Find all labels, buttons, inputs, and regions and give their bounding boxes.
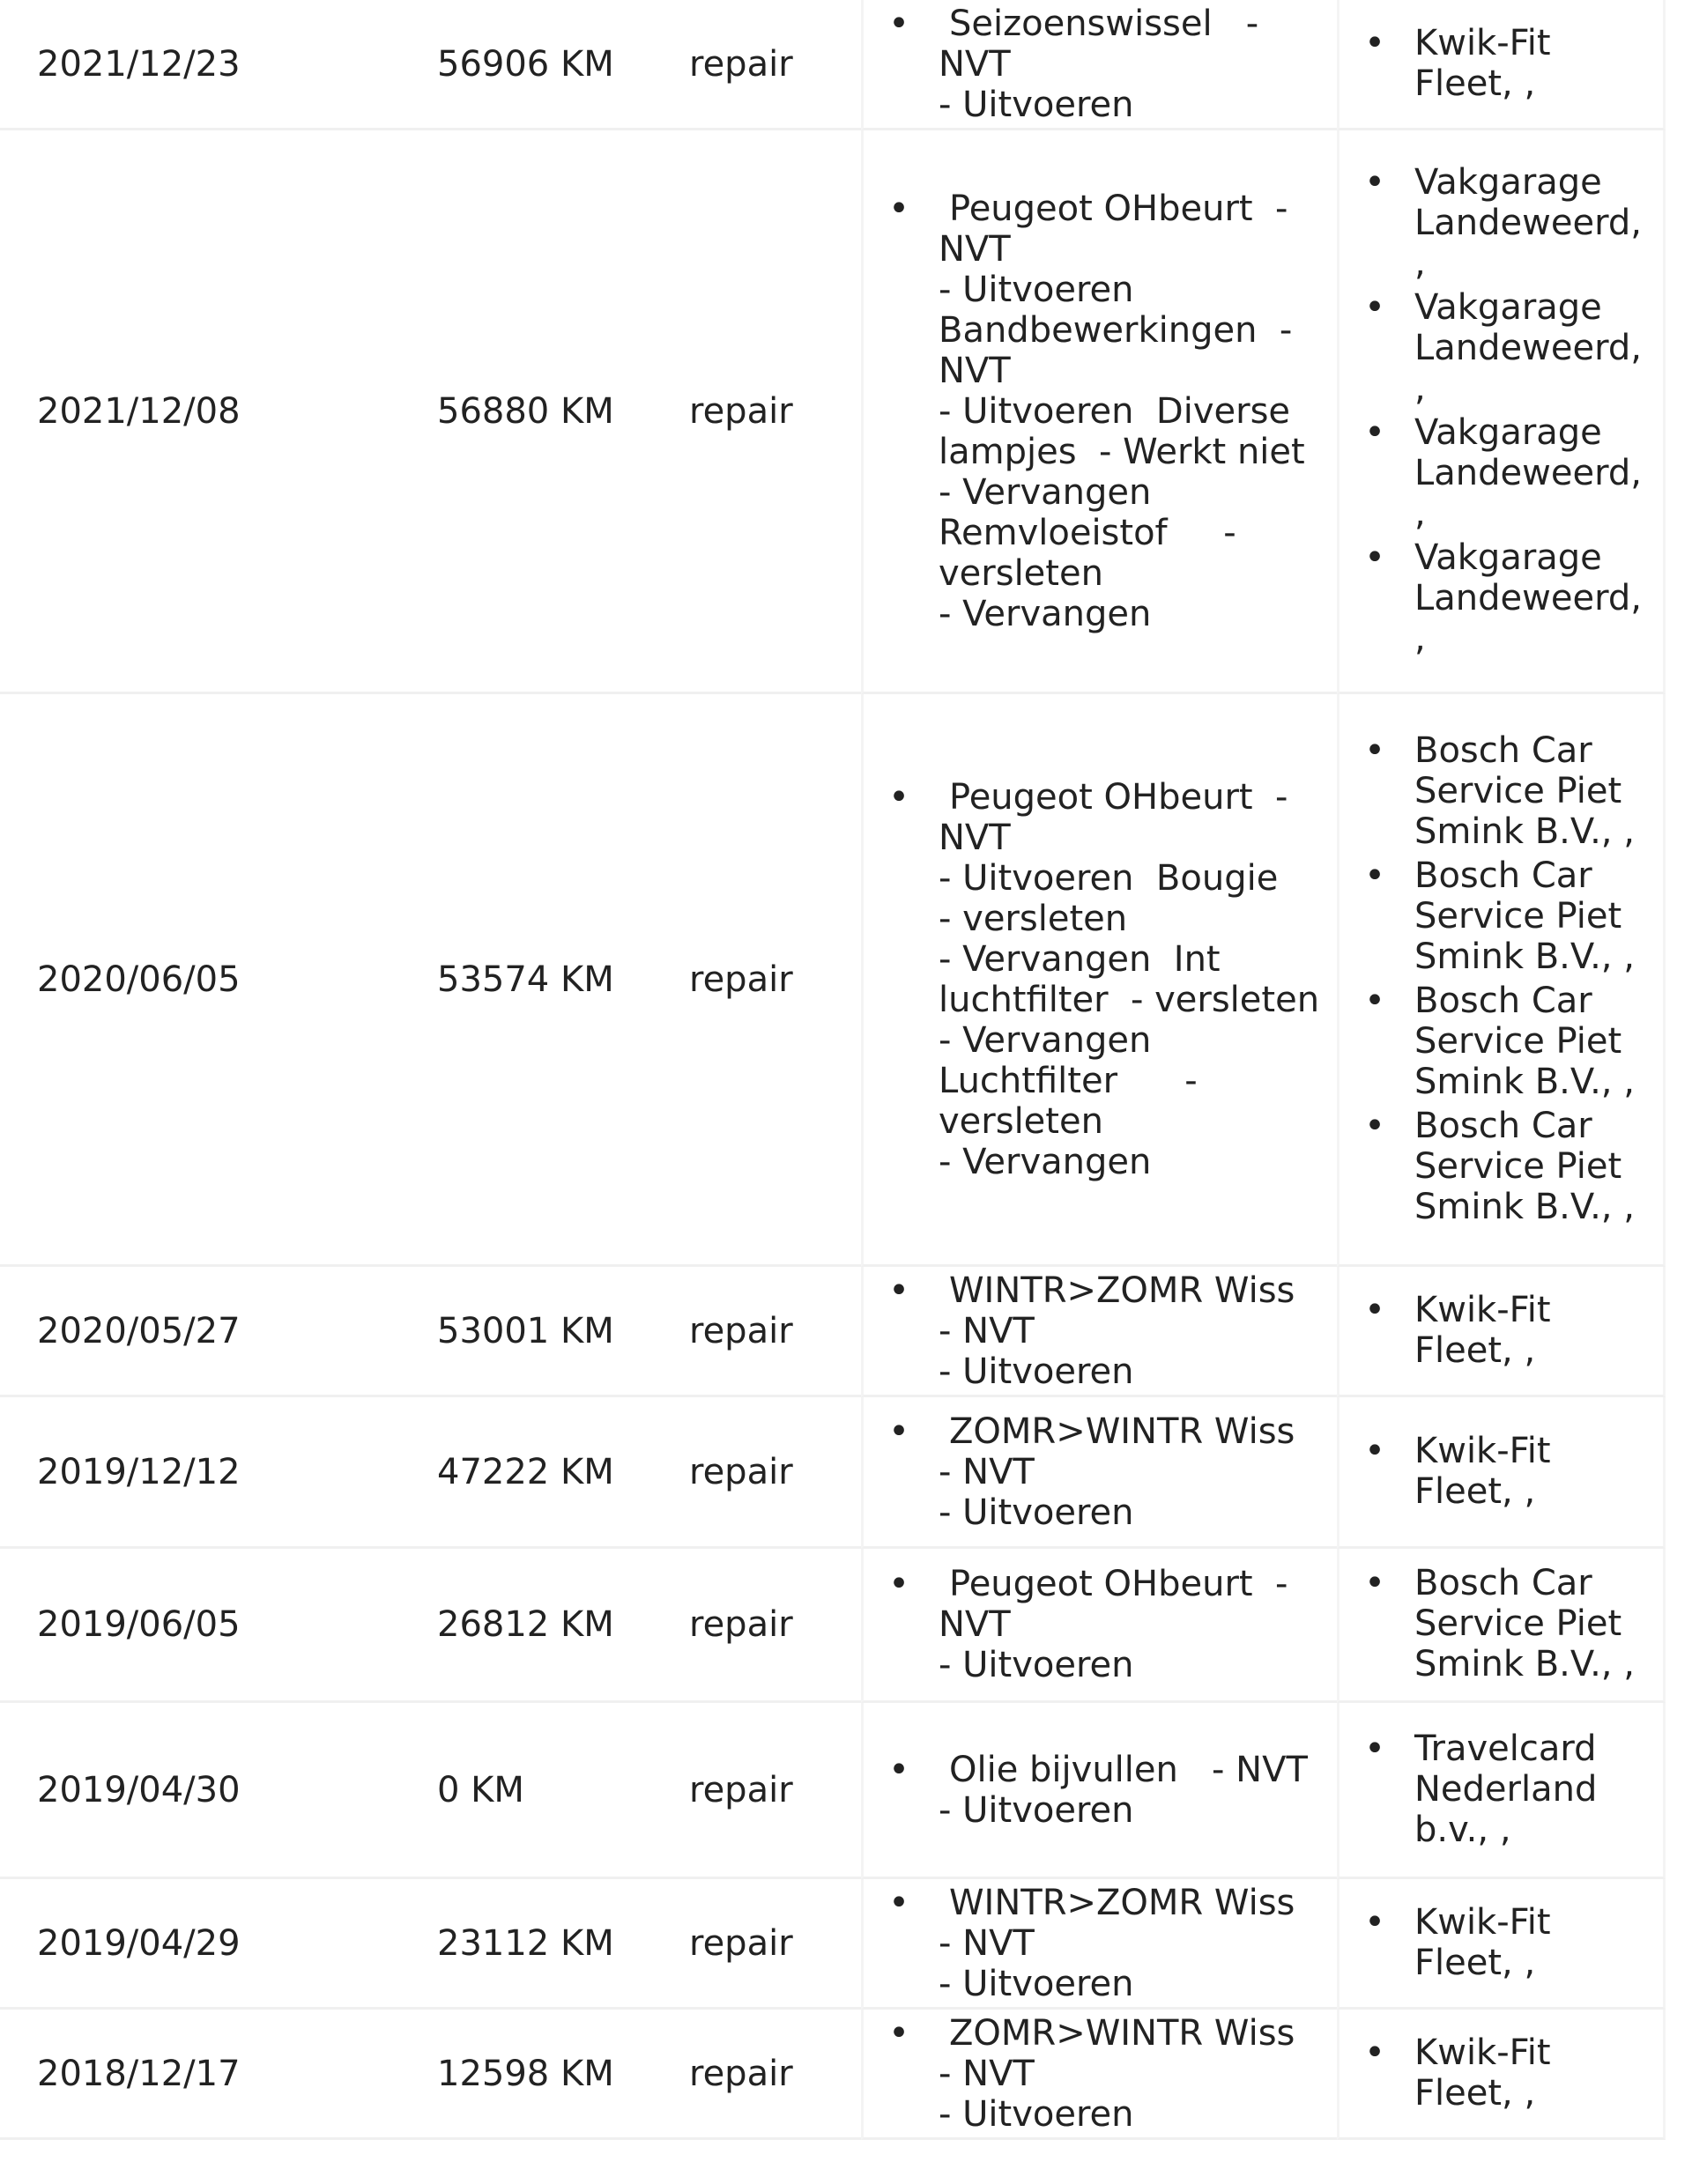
work-line: Seizoenswissel - [949, 3, 1259, 44]
work-line: - Uitvoeren [939, 84, 1134, 125]
work-line: NVT [939, 817, 1011, 858]
date-cell: 2019/06/05 [0, 1549, 432, 1703]
garage-list [1340, 1729, 1663, 1850]
garage-cell [1337, 1703, 1666, 1879]
list-item [1340, 2032, 1663, 2114]
garage-list [1340, 162, 1663, 659]
list-item [1340, 287, 1663, 409]
odometer-cell: 53574 KM [432, 694, 689, 1267]
odometer-cell: 12598 KM [432, 2010, 689, 2140]
type-cell: repair [689, 0, 861, 130]
bullet-icon: • [1364, 1289, 1385, 1330]
work-list [864, 1270, 1337, 1392]
work-line: NVT [939, 228, 1011, 270]
work-line: - Uitvoeren [939, 1492, 1134, 1533]
work-list [864, 777, 1337, 1182]
odometer-cell: 23112 KM [432, 1879, 689, 2010]
garage-name: Kwik-Fit Fleet, , [1414, 1901, 1551, 1983]
list-item [1340, 162, 1663, 284]
odometer-cell: 26812 KM [432, 1549, 689, 1703]
work-line: - Vervangen [939, 1141, 1152, 1182]
bullet-icon: • [1364, 161, 1385, 203]
list-item [864, 189, 1337, 634]
list-item [1340, 981, 1663, 1102]
garage-cell [1337, 2010, 1666, 2140]
work-line: Luchtfilter - [939, 1060, 1198, 1101]
work-line: - Uitvoeren [939, 1789, 1134, 1831]
work-line: Remvloeistof - [939, 512, 1236, 553]
bullet-icon: • [888, 1882, 909, 1923]
list-item [1340, 1431, 1663, 1512]
work-line: - Uitvoeren [939, 1645, 1134, 1685]
work-line: - Uitvoeren [939, 1351, 1134, 1392]
garage-cell [1337, 1397, 1666, 1549]
list-item [864, 1270, 1337, 1392]
work-line: - versleten [939, 898, 1128, 939]
work-description-cell [861, 1703, 1337, 1879]
list-item [864, 777, 1337, 1182]
work-description-cell [861, 1397, 1337, 1549]
work-description-cell [861, 2010, 1337, 2140]
odometer-cell: 56880 KM [432, 130, 689, 694]
list-item [864, 1883, 1337, 2004]
work-line: Olie bijvullen - NVT [949, 1749, 1308, 1790]
odometer-cell: 47222 KM [432, 1397, 689, 1549]
garage-list [1340, 730, 1663, 1227]
bullet-icon: • [888, 776, 909, 818]
table-row [0, 1703, 1666, 1879]
work-line: - Uitvoeren [939, 2093, 1134, 2135]
date-cell: 2019/04/29 [0, 1879, 432, 2010]
garage-list [1340, 1563, 1663, 1684]
work-line: ZOMR>WINTR Wiss [949, 1410, 1295, 1452]
list-item [1340, 1902, 1663, 1983]
date-cell: 2019/12/12 [0, 1397, 432, 1549]
work-description-cell [861, 1549, 1337, 1703]
work-line: Peugeot OHbeurt - [949, 1564, 1288, 1604]
work-line: luchtfilter - versleten [939, 979, 1320, 1020]
garage-name: Kwik-Fit Fleet, , [1414, 2032, 1551, 2114]
date-cell: 2021/12/23 [0, 0, 432, 130]
garage-name: Bosch Car Service Piet Smink B.V., , [1414, 729, 1635, 852]
garage-list [1340, 1290, 1663, 1371]
table-row [0, 1267, 1666, 1397]
garage-name: Kwik-Fit Fleet, , [1414, 1289, 1551, 1371]
table-row [0, 1397, 1666, 1549]
bullet-icon: • [888, 3, 909, 44]
bullet-icon: • [1364, 286, 1385, 328]
work-line: versleten [939, 1100, 1103, 1142]
type-cell: repair [689, 2010, 861, 2140]
work-line: - Uitvoeren [939, 1963, 1134, 2004]
date-cell: 2021/12/08 [0, 130, 432, 694]
garage-name: Travelcard Nederland b.v., , [1414, 1728, 1598, 1850]
work-list [864, 2013, 1337, 2135]
type-cell: repair [689, 1267, 861, 1397]
odometer-cell: 0 KM [432, 1703, 689, 1879]
work-description-cell [861, 0, 1337, 130]
bullet-icon: • [888, 2012, 909, 2054]
odometer-cell: 56906 KM [432, 0, 689, 130]
bullet-icon: • [888, 188, 909, 229]
list-item [864, 1411, 1337, 1533]
garage-list [1340, 1431, 1663, 1512]
garage-cell [1337, 0, 1666, 130]
bullet-icon: • [1364, 411, 1385, 453]
bullet-icon: • [888, 1749, 909, 1790]
work-line: WINTR>ZOMR Wiss [949, 1270, 1295, 1311]
work-list [864, 1750, 1337, 1831]
type-cell: repair [689, 694, 861, 1267]
bullet-icon: • [1364, 1105, 1385, 1146]
table-row [0, 1549, 1666, 1703]
date-cell: 2018/12/17 [0, 2010, 432, 2140]
list-item [1340, 412, 1663, 534]
list-item [1340, 730, 1663, 852]
bullet-icon: • [1364, 2032, 1385, 2073]
garage-cell [1337, 1549, 1666, 1703]
garage-name: Vakgarage Landeweerd, , [1414, 161, 1642, 284]
garage-cell [1337, 694, 1666, 1267]
work-description-cell [861, 130, 1337, 694]
work-list [864, 189, 1337, 634]
list-item [1340, 23, 1663, 104]
work-line: - NVT [939, 1922, 1035, 1964]
date-cell: 2020/05/27 [0, 1267, 432, 1397]
work-description-cell [861, 1879, 1337, 2010]
date-cell: 2019/04/30 [0, 1703, 432, 1879]
bullet-icon: • [1364, 980, 1385, 1021]
bullet-icon: • [1364, 1901, 1385, 1943]
bullet-icon: • [888, 1564, 909, 1604]
work-line: - NVT [939, 1310, 1035, 1351]
garage-cell [1337, 130, 1666, 694]
bullet-icon: • [1364, 1430, 1385, 1471]
garage-name: Bosch Car Service Piet Smink B.V., , [1414, 1563, 1635, 1684]
bullet-icon: • [1364, 537, 1385, 578]
work-line: NVT [939, 43, 1011, 85]
work-description-cell [861, 694, 1337, 1267]
bullet-icon: • [888, 1410, 909, 1452]
garage-name: Bosch Car Service Piet Smink B.V., , [1414, 1105, 1635, 1227]
work-line: Peugeot OHbeurt - [949, 188, 1288, 229]
garage-name: Kwik-Fit Fleet, , [1414, 1430, 1551, 1512]
bullet-icon: • [888, 1270, 909, 1311]
table-row [0, 130, 1666, 694]
type-cell: repair [689, 1703, 861, 1879]
work-list [864, 4, 1337, 125]
list-item [864, 2013, 1337, 2135]
work-line: - Vervangen [939, 1019, 1152, 1061]
garage-list [1340, 1902, 1663, 1983]
bullet-icon: • [1364, 1728, 1385, 1769]
work-line: - NVT [939, 2053, 1035, 2094]
list-item [1340, 1563, 1663, 1684]
work-line: - Uitvoeren Diverse [939, 390, 1291, 432]
type-cell: repair [689, 130, 861, 694]
work-line: WINTR>ZOMR Wiss [949, 1882, 1295, 1923]
garage-cell [1337, 1879, 1666, 2010]
garage-name: Vakgarage Landeweerd, , [1414, 286, 1642, 409]
type-cell: repair [689, 1879, 861, 2010]
work-description-cell [861, 1267, 1337, 1397]
bullet-icon: • [1364, 22, 1385, 63]
list-item [1340, 1729, 1663, 1850]
table-row [0, 2010, 1666, 2140]
bullet-icon: • [1364, 729, 1385, 771]
garage-name: Vakgarage Landeweerd, , [1414, 411, 1642, 534]
garage-list [1340, 2032, 1663, 2114]
bullet-icon: • [1364, 855, 1385, 896]
work-list [864, 1564, 1337, 1685]
work-list [864, 1411, 1337, 1533]
work-line: NVT [939, 1604, 1011, 1645]
garage-cell [1337, 1267, 1666, 1397]
garage-name: Vakgarage Landeweerd, , [1414, 537, 1642, 659]
work-line: - Uitvoeren Bougie [939, 857, 1279, 899]
table-row [0, 1879, 1666, 2010]
garage-name: Bosch Car Service Piet Smink B.V., , [1414, 855, 1635, 977]
odometer-cell: 53001 KM [432, 1267, 689, 1397]
type-cell: repair [689, 1397, 861, 1549]
work-line: NVT [939, 350, 1011, 391]
bullet-icon: • [1364, 1563, 1385, 1603]
work-line: - NVT [939, 1451, 1035, 1492]
list-item [864, 1750, 1337, 1831]
work-line: - Vervangen [939, 471, 1152, 513]
work-line: - Uitvoeren [939, 269, 1134, 310]
table-row [0, 0, 1666, 130]
work-line: ZOMR>WINTR Wiss [949, 2012, 1295, 2054]
garage-list [1340, 23, 1663, 104]
list-item [864, 4, 1337, 125]
list-item [1340, 1290, 1663, 1371]
date-cell: 2020/06/05 [0, 694, 432, 1267]
work-line: - Vervangen Int [939, 938, 1221, 980]
type-cell: repair [689, 1549, 861, 1703]
list-item [1340, 537, 1663, 659]
work-line: - Vervangen [939, 593, 1152, 634]
list-item [864, 1564, 1337, 1685]
garage-name: Bosch Car Service Piet Smink B.V., , [1414, 980, 1635, 1102]
work-list [864, 1883, 1337, 2004]
list-item [1340, 1106, 1663, 1227]
garage-name: Kwik-Fit Fleet, , [1414, 22, 1551, 104]
table-row [0, 694, 1666, 1267]
list-item [1340, 855, 1663, 977]
work-line: versleten [939, 552, 1103, 594]
work-line: Bandbewerkingen - [939, 309, 1293, 351]
work-line: lampjes - Werkt niet [939, 431, 1305, 472]
work-line: Peugeot OHbeurt - [949, 776, 1288, 818]
